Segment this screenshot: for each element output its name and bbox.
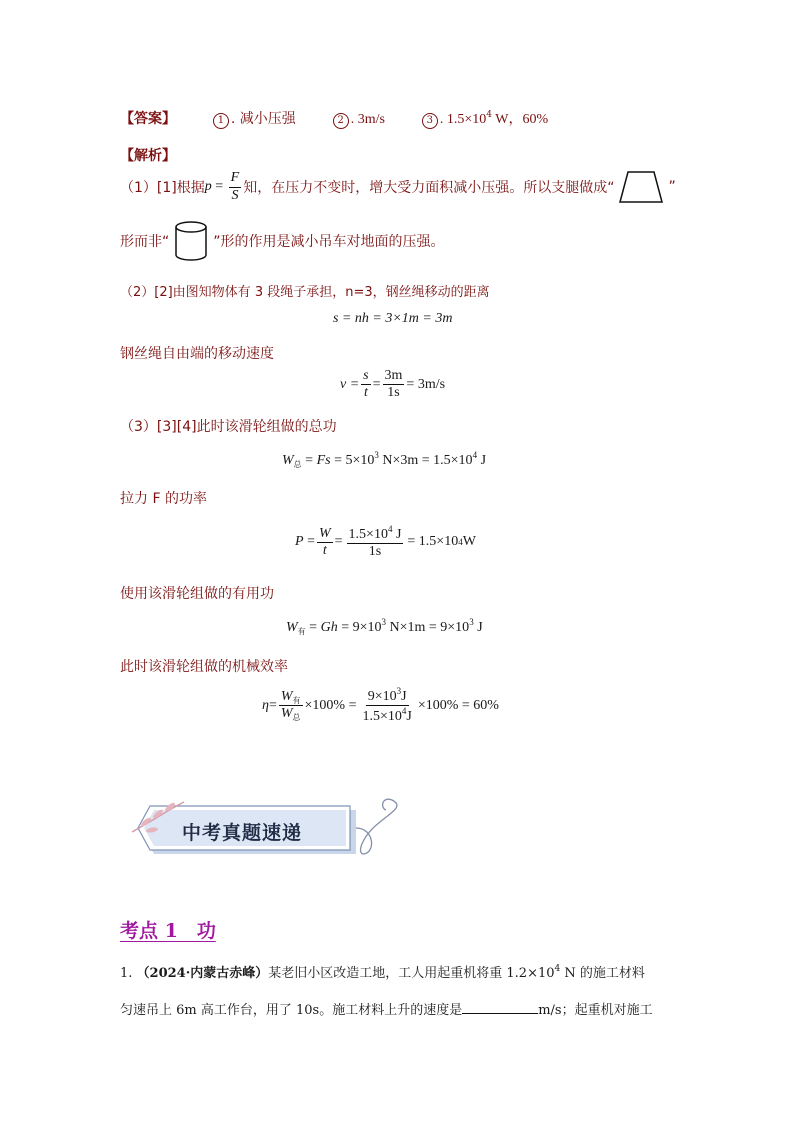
answer-num-2: 2: [333, 113, 349, 129]
equation-efficiency: η = $\frac{W_有}{W_总}$ ×100% = $\frac{9\times 10^3J}{1.5\times 10^4J}$ ×100% = 60%: [262, 686, 499, 725]
question-line2: [120, 999, 653, 1018]
question-line2-b: m/s；起重机对施工: [538, 1003, 653, 1018]
equation-useful-work: $W_有 = Gh = 9\times 10^3$ $N\times 1m = 9\times 10^3$ J: [286, 617, 483, 636]
answer-item-3-post: W，60%: [492, 112, 549, 127]
section-title: 考点 1 功: [120, 920, 216, 942]
answer-num-1: 1: [213, 113, 229, 129]
answer-item-2: . 3m/s: [350, 112, 385, 127]
analysis-p1-b: 知，在压力不变时，增大受力面积减小压强。所以支腿做成“: [243, 180, 615, 196]
analysis-p7: 此时该滑轮组做的机械效率: [120, 659, 288, 675]
answer-item-3-pre: . 1.5×10: [439, 112, 487, 127]
answer-line: [120, 108, 548, 129]
eq-v-pre: v =: [340, 376, 360, 392]
analysis-p1-d: 形而非“: [120, 234, 170, 250]
analysis-p1-c: ”: [668, 179, 676, 195]
question-sup: 4: [554, 964, 561, 974]
analysis-p6: 使用该滑轮组做的有用功: [120, 586, 274, 602]
analysis-p1-line1: [120, 170, 676, 204]
answer-label: 【答案】: [120, 111, 176, 127]
answer-item-3-sup: 4: [486, 110, 492, 120]
section-banner: [124, 796, 404, 864]
analysis-p3: 钢丝绳自由端的移动速度: [120, 346, 274, 362]
equation-total-work: $W_总 = Fs = 5\times 10^3$ $N\times 3m = 1.5\times 10^4$ J: [282, 450, 487, 469]
analysis-p5: 拉力 F 的功率: [120, 491, 207, 507]
question-text-b: N 的施工材料: [560, 966, 645, 981]
banner-title: 中考真题速递: [182, 822, 303, 844]
analysis-p1-e: ”形的作用是减小吊车对地面的压强。: [213, 234, 445, 250]
analysis-p4: （3）[3][4]此时该滑轮组做的总功: [120, 419, 337, 435]
question-line2-a: 匀速吊上 6m 高工作台，用了 10s。施工材料上升的速度是: [120, 1003, 463, 1018]
question-text-a: 某老旧小区改造工地，工人用起重机将重 1.2×10: [268, 966, 555, 981]
question-line1: [120, 962, 645, 981]
analysis-p1-line2: [120, 220, 445, 262]
answer-num-3: 3: [422, 113, 438, 129]
answer-item-1: . 减小压强: [230, 111, 296, 127]
sub-total: 总: [293, 460, 302, 469]
question-number: 1.: [120, 966, 133, 981]
sub-useful: 有: [297, 627, 306, 636]
formula-pressure: p = $\frac{F}{S}$: [204, 170, 240, 203]
analysis-p1-a: （1）[1]根据: [120, 180, 205, 196]
equation-power: P = $\frac{W}{t}$ = $\frac{1.5\times 10^4 J}{1s}$ = 1.5×10 4 W: [295, 524, 476, 560]
equation-velocity: v = $\frac{s}{t}$ = $\frac{3m}{1s}$ = 3m/s: [340, 368, 446, 401]
equation-distance: s = nh = 3×1m = 3m: [333, 311, 453, 326]
eq-v-post: = 3m/s: [406, 376, 446, 392]
analysis-label: 【解析】: [120, 148, 176, 164]
cylinder-icon: [173, 220, 209, 262]
analysis-p2: （2）[2]由图知物体有 3 段绳子承担，n=3，钢丝绳移动的距离: [120, 285, 490, 300]
answer-blank[interactable]: [462, 1001, 538, 1014]
trapezoid-icon: [618, 170, 664, 204]
question-source: （2024·内蒙古赤峰）: [136, 966, 269, 981]
